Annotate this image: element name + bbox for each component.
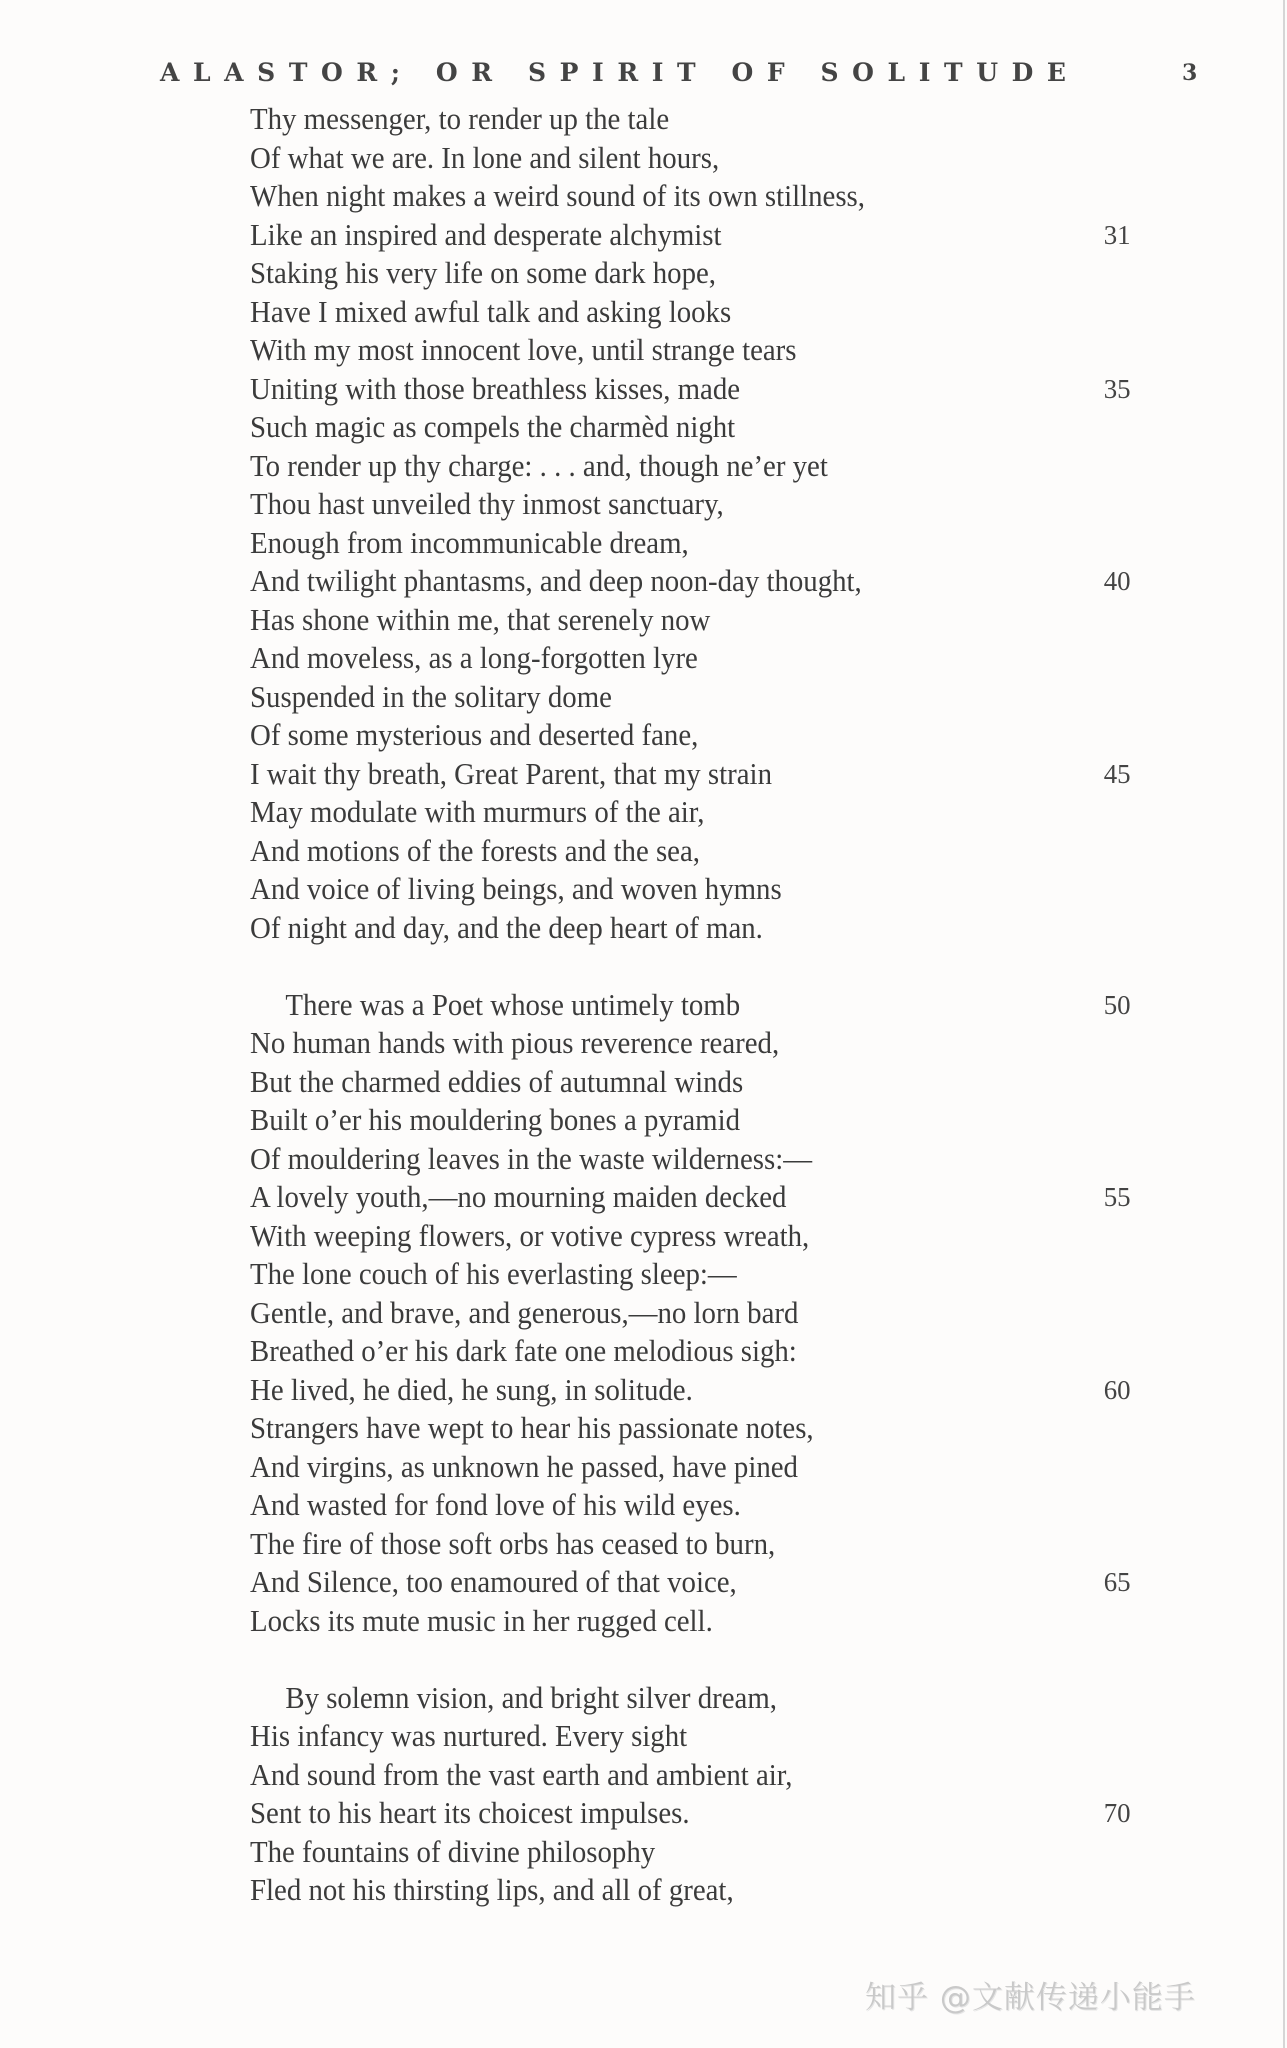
verse-text: When night makes a weird sound of its own stillness, — [250, 178, 865, 213]
verse-text: And wasted for fond love of his wild eyes. — [250, 1487, 741, 1522]
verse-text: Sent to his heart its choicest impulses. — [250, 1795, 690, 1830]
verse-line — [250, 177, 1143, 216]
verse-line — [250, 1602, 1143, 1641]
verse-text: Suspended in the solitary dome — [250, 678, 612, 714]
verse-text: And moveless, as a long-forgotten lyre — [250, 640, 698, 675]
stanza-2 — [250, 986, 1210, 1641]
verse-line — [250, 755, 1143, 794]
verse-line — [250, 1794, 1143, 1833]
verse-line — [250, 254, 1143, 293]
verse-text: May modulate with murmurs of the air, — [250, 794, 705, 829]
verse-line — [250, 1756, 1143, 1795]
verse-line — [250, 1294, 1143, 1333]
verse-line — [250, 832, 1143, 871]
line-number: 65 — [1103, 1567, 1131, 1597]
verse-line — [250, 1332, 1143, 1371]
verse-line — [250, 139, 1143, 178]
verse-line — [250, 331, 1143, 370]
verse-text: With my most innocent love, until strange tears — [250, 332, 797, 367]
verse-line — [250, 1871, 1143, 1910]
verse-text: Of what we are. In lone and silent hours, — [250, 139, 720, 175]
verse-line — [250, 1717, 1143, 1756]
line-number: 50 — [1103, 989, 1131, 1020]
poem-body — [250, 100, 1210, 1910]
verse-line — [250, 601, 1143, 640]
stanza-3 — [250, 1679, 1210, 1910]
verse-text: Like an inspired and desperate alchymist — [250, 216, 722, 252]
verse-text: Of night and day, and the deep heart of man. — [250, 909, 763, 945]
verse-line — [250, 293, 1143, 332]
verse-text: Has shone within me, that serenely now — [250, 601, 711, 637]
line-number: 55 — [1103, 1182, 1131, 1212]
line-number: 70 — [1103, 1798, 1131, 1828]
verse-line — [250, 1833, 1143, 1872]
verse-line — [250, 1217, 1143, 1256]
verse-line — [250, 639, 1143, 678]
verse-text: Enough from incommunicable dream, — [250, 524, 689, 560]
verse-text: His infancy was nurtured. Every sight — [250, 1718, 688, 1753]
verse-line — [250, 485, 1143, 524]
line-number: 40 — [1103, 566, 1131, 596]
verse-line — [250, 1563, 1143, 1602]
verse-text: The lone couch of his everlasting sleep:— — [250, 1256, 737, 1291]
verse-line — [250, 1371, 1143, 1410]
verse-line — [250, 870, 1143, 909]
verse-text: And sound from the vast earth and ambient air, — [250, 1756, 793, 1792]
line-number: 31 — [1103, 219, 1131, 250]
verse-line — [250, 408, 1143, 447]
verse-text: Of mouldering leaves in the waste wilderness:— — [250, 1140, 813, 1176]
running-title: ALASTOR; OR SPIRIT OF SOLITUDE — [160, 58, 1080, 87]
verse-text: Strangers have wept to hear his passionate notes, — [250, 1410, 814, 1445]
verse-text: There was a Poet whose untimely tomb — [285, 986, 741, 1022]
page-edge-border — [1283, 0, 1285, 2048]
verse-line — [250, 1679, 1143, 1718]
watermark-text: 知乎 @文献传递小能手 — [865, 1980, 1196, 2016]
page-number: 3 — [1182, 60, 1198, 86]
verse-line — [250, 216, 1143, 255]
verse-line — [250, 1178, 1143, 1217]
verse-text: And Silence, too enamoured of that voice, — [250, 1564, 737, 1599]
verse-line — [250, 1063, 1143, 1102]
verse-text: And virgins, as unknown he passed, have pined — [250, 1448, 798, 1484]
verse-text: Locks its mute music in her rugged cell. — [250, 1602, 713, 1638]
verse-line — [250, 1101, 1143, 1140]
verse-text: Built o’er his mouldering bones a pyramid — [250, 1102, 741, 1137]
verse-text: Thy messenger, to render up the tale — [250, 101, 670, 136]
verse-line — [250, 100, 1143, 139]
verse-text: The fountains of divine philosophy — [250, 1833, 656, 1869]
verse-line — [250, 370, 1143, 409]
line-number: 60 — [1103, 1374, 1131, 1405]
verse-text: By solemn vision, and bright silver dream, — [285, 1679, 777, 1715]
verse-text: The fire of those soft orbs has ceased to burn, — [250, 1525, 776, 1561]
verse-text: And voice of living beings, and woven hymns — [250, 871, 782, 906]
verse-text: With weeping flowers, or votive cypress wreath, — [250, 1217, 810, 1253]
verse-text: Breathed o’er his dark fate one melodious sigh: — [250, 1333, 797, 1368]
verse-line — [250, 1525, 1143, 1564]
verse-text: But the charmed eddies of autumnal winds — [250, 1063, 744, 1099]
verse-text: A lovely youth,—no mourning maiden decked — [250, 1179, 787, 1214]
verse-line — [250, 1140, 1143, 1179]
line-number: 45 — [1103, 758, 1131, 789]
verse-text: Uniting with those breathless kisses, made — [250, 370, 741, 406]
verse-text: Fled not his thirsting lips, and all of great, — [250, 1872, 734, 1907]
verse-line — [250, 562, 1143, 601]
verse-text: And motions of the forests and the sea, — [250, 832, 700, 868]
verse-line — [250, 447, 1143, 486]
verse-text: To render up thy charge: . . . and, though ne’er yet — [250, 447, 828, 483]
verse-line — [250, 1024, 1143, 1063]
verse-line — [250, 909, 1143, 948]
verse-text: Thou hast unveiled thy inmost sanctuary, — [250, 486, 724, 521]
verse-line — [250, 1255, 1143, 1294]
verse-line — [250, 678, 1143, 717]
verse-line — [250, 1448, 1143, 1487]
verse-line — [250, 1409, 1143, 1448]
verse-text: No human hands with pious reverence reared, — [250, 1025, 780, 1060]
verse-text: Such magic as compels the charmèd night — [250, 409, 736, 444]
verse-text: I wait thy breath, Great Parent, that my strain — [250, 755, 772, 791]
verse-text: Gentle, and brave, and generous,—no lorn bard — [250, 1294, 799, 1330]
verse-line — [250, 986, 1143, 1025]
verse-line — [250, 524, 1143, 563]
verse-text: Of some mysterious and deserted fane, — [250, 717, 699, 752]
verse-text: He lived, he died, he sung, in solitude. — [250, 1371, 693, 1407]
verse-text: And twilight phantasms, and deep noon-day thought, — [250, 563, 862, 598]
verse-line — [250, 716, 1143, 755]
stanza-1 — [250, 100, 1210, 947]
verse-line — [250, 793, 1143, 832]
line-number: 35 — [1103, 373, 1131, 404]
verse-text: Staking his very life on some dark hope, — [250, 255, 717, 290]
verse-text: Have I mixed awful talk and asking looks — [250, 293, 732, 329]
verse-line — [250, 1486, 1143, 1525]
